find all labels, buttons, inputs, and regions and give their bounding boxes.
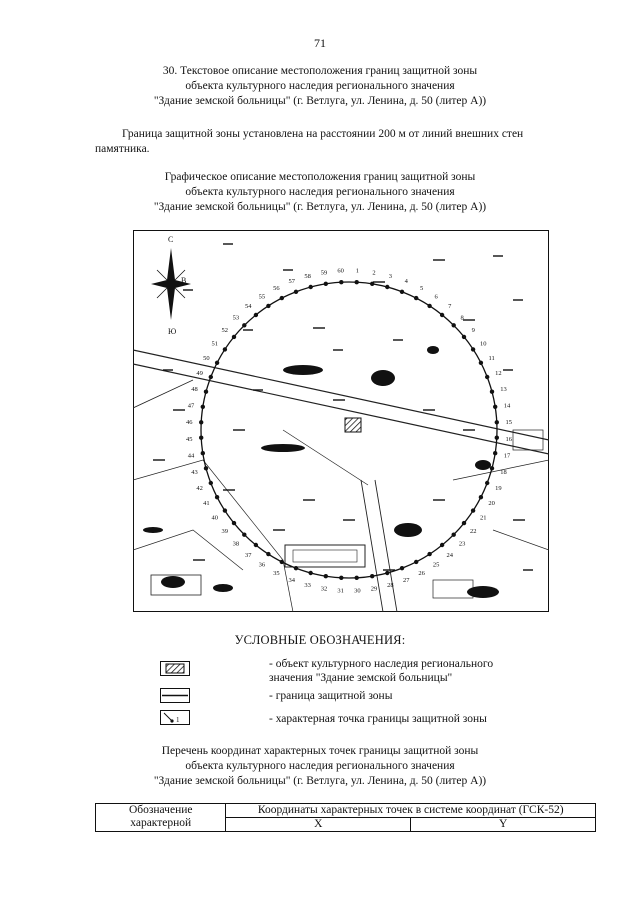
- boundary-point-label: 11: [488, 354, 495, 362]
- boundary-point-label: 26: [418, 570, 425, 578]
- boundary-point-label: 28: [387, 582, 394, 589]
- boundary-point-label: 51: [211, 340, 219, 348]
- boundary-point-label: 48: [191, 386, 198, 394]
- boundary-point: [232, 521, 236, 525]
- legend-symbol-monument: [160, 661, 190, 676]
- compass-north-label: С: [168, 235, 174, 244]
- boundary-point: [440, 543, 444, 547]
- boundary-point-label: 49: [196, 370, 203, 378]
- map-frame: [134, 231, 549, 612]
- boundary-point: [370, 282, 374, 286]
- boundary-point: [471, 347, 475, 351]
- boundary-point: [440, 313, 444, 317]
- boundary-point-label: 60: [337, 267, 344, 275]
- boundary-point: [400, 566, 404, 570]
- graphic-title-line3: "Здание земской больницы" (г. Ветлуга, ул. Ленина, д. 50 (литер А)): [153, 201, 487, 213]
- legend-item-monument-line2: значения "Здание земской больницы": [269, 672, 453, 684]
- header-coordinates: Координаты характерных точек в системе координат (ГСК-52): [226, 804, 596, 818]
- boundary-point: [490, 390, 494, 394]
- boundary-point-label: 13: [500, 386, 507, 394]
- boundary-point-label: 50: [203, 354, 210, 362]
- coords-title-line2: объекта культурного наследия регионального значения: [185, 760, 455, 772]
- boundary-point: [223, 347, 227, 351]
- boundary-point: [495, 420, 499, 424]
- page-number: 71: [314, 36, 326, 50]
- boundary-point-label: 27: [403, 576, 410, 584]
- boundary-point: [201, 451, 205, 455]
- boundary-point-label: 44: [187, 452, 195, 460]
- boundary-point-label: 12: [495, 370, 502, 378]
- boundary-point-label: 17: [503, 452, 511, 460]
- boundary-point: [414, 296, 418, 300]
- legend-symbol-boundary: [160, 688, 190, 703]
- legend-point-label: 1: [176, 716, 180, 724]
- boundary-point-label: 54: [245, 303, 252, 311]
- boundary-point: [400, 290, 404, 294]
- table-header-row: [96, 804, 596, 818]
- boundary-point: [242, 323, 246, 327]
- boundary-point-label: 40: [211, 514, 219, 522]
- boundary-point-label: 29: [370, 585, 378, 593]
- boundary-point-label: 43: [191, 468, 198, 476]
- boundary-point-label: 42: [196, 484, 203, 492]
- boundary-point-label: 22: [470, 528, 477, 536]
- boundary-point: [204, 466, 208, 470]
- legend-title: УСЛОВНЫЕ ОБОЗНАЧЕНИЯ:: [234, 633, 406, 647]
- boundary-point: [493, 405, 497, 409]
- boundary-point: [355, 576, 359, 580]
- boundary-point-label: 14: [503, 402, 511, 410]
- boundary-point: [479, 361, 483, 365]
- boundary-point-label: 5: [419, 284, 424, 292]
- header-x: X: [226, 818, 411, 832]
- boundary-point-label: 36: [258, 561, 266, 569]
- boundary-point: [495, 436, 499, 440]
- boundary-point: [223, 508, 227, 512]
- boundary-point-label: 9: [471, 326, 475, 334]
- boundary-point: [385, 285, 389, 289]
- boundary-point-label: 6: [434, 293, 438, 301]
- header-designation-line2: характерной: [130, 817, 192, 829]
- boundary-point: [280, 296, 284, 300]
- section-title-line3: "Здание земской больницы" (г. Ветлуга, ул. Ленина, д. 50 (литер А)): [153, 95, 487, 107]
- boundary-point: [485, 481, 489, 485]
- monument-building: [345, 418, 361, 432]
- boundary-point: [471, 508, 475, 512]
- boundary-point: [452, 533, 456, 537]
- compass-east-label: В: [181, 276, 187, 285]
- boundary-point-label: 1: [355, 267, 360, 275]
- boundary-point: [242, 533, 246, 537]
- boundary-point: [309, 571, 313, 575]
- boundary-point-label: 39: [221, 528, 228, 536]
- section-title-line1: 30. Текстовое описание местоположения границ защитной зоны: [162, 65, 478, 77]
- boundary-point-label: 18: [500, 468, 507, 476]
- boundary-point: [232, 335, 236, 339]
- boundary-point: [452, 323, 456, 327]
- boundary-point-label: 15: [505, 419, 513, 427]
- coords-title-line3: "Здание земской больницы" (г. Ветлуга, ул. Ленина, д. 50 (литер А)): [153, 775, 487, 787]
- boundary-point-label: 20: [488, 500, 495, 508]
- boundary-point-label: 58: [304, 273, 311, 280]
- header-designation: [96, 804, 226, 832]
- boundary-point: [199, 436, 203, 440]
- boundary-point: [266, 304, 270, 308]
- boundary-point-label: 56: [273, 284, 280, 292]
- boundary-point: [309, 285, 313, 289]
- legend-item-monument-line1: - объект культурного наследия регионального: [269, 658, 494, 670]
- boundary-point-label: 38: [232, 540, 240, 548]
- boundary-point: [339, 576, 343, 580]
- boundary-point-label: 25: [432, 561, 440, 569]
- boundary-point: [204, 390, 208, 394]
- header-y: Y: [411, 818, 596, 832]
- coords-title-line1: Перечень координат характерных точек границы защитной зоны: [161, 745, 479, 757]
- section-title-line2: объекта культурного наследия регионального значения: [185, 80, 455, 92]
- boundary-point-label: 41: [203, 500, 210, 508]
- text-description-line2: памятника.: [95, 143, 150, 155]
- boundary-point-label: 32: [320, 585, 328, 593]
- boundary-point-label: 52: [221, 326, 228, 334]
- boundary-point: [324, 282, 328, 286]
- boundary-point-label: 33: [304, 582, 311, 589]
- boundary-point-label: 59: [320, 269, 328, 277]
- boundary-point-label: 55: [258, 293, 266, 301]
- boundary-point-label: 10: [479, 340, 487, 348]
- boundary-point-label: 57: [288, 278, 295, 286]
- boundary-point-label: 31: [337, 587, 344, 595]
- boundary-point: [280, 560, 284, 564]
- boundary-point: [385, 571, 389, 575]
- legend-item-point: - характерная точка границы защитной зоны: [269, 713, 487, 725]
- compass-south-label: Ю: [168, 327, 177, 336]
- boundary-point: [462, 521, 466, 525]
- boundary-point: [355, 280, 359, 284]
- boundary-point-label: 21: [479, 514, 487, 522]
- boundary-point-label: 46: [185, 419, 193, 427]
- boundary-point: [479, 495, 483, 499]
- boundary-point: [427, 552, 431, 556]
- graphic-title-line1: Графическое описание местоположения границ защитной зоны: [164, 171, 476, 183]
- graphic-title-line2: объекта культурного наследия регионального значения: [185, 186, 455, 198]
- boundary-point-label: 34: [288, 576, 295, 584]
- boundary-point-label: 2: [372, 269, 376, 277]
- boundary-point-label: 7: [448, 303, 452, 311]
- legend-item-boundary: - граница защитной зоны: [269, 690, 393, 702]
- boundary-point: [254, 313, 258, 317]
- boundary-point: [493, 451, 497, 455]
- boundary-point: [294, 566, 298, 570]
- boundary-point-label: 23: [458, 540, 466, 548]
- legend-symbol-point: [160, 710, 190, 725]
- boundary-point-label: 19: [495, 484, 502, 492]
- boundary-point: [209, 375, 213, 379]
- boundary-point-label: 30: [354, 587, 361, 595]
- boundary-point: [215, 495, 219, 499]
- boundary-point-label: 8: [460, 314, 464, 322]
- boundary-point: [266, 552, 270, 556]
- boundary-point-label: 35: [273, 570, 280, 578]
- boundary-point: [414, 560, 418, 564]
- boundary-point-label: 24: [446, 551, 453, 559]
- coordinates-table: [95, 803, 596, 832]
- boundary-point: [209, 481, 213, 485]
- boundary-point-label: 37: [245, 551, 252, 559]
- boundary-point: [254, 543, 258, 547]
- boundary-point-label: 4: [404, 278, 408, 286]
- boundary-point: [294, 290, 298, 294]
- boundary-point: [201, 405, 205, 409]
- protection-zone-map: [133, 230, 549, 612]
- boundary-point: [427, 304, 431, 308]
- boundary-point: [485, 375, 489, 379]
- boundary-point: [490, 466, 494, 470]
- boundary-point: [199, 420, 203, 424]
- boundary-point: [215, 361, 219, 365]
- boundary-point-label: 47: [187, 402, 195, 410]
- header-designation-line1: Обозначение: [128, 804, 193, 816]
- boundary-point-label: 53: [232, 314, 240, 322]
- boundary-point-label: 45: [185, 435, 193, 443]
- boundary-point: [339, 280, 343, 284]
- text-description-line1: Граница защитной зоны установлена на расстоянии 200 м от линий внешних стен: [122, 128, 524, 140]
- boundary-point-label: 16: [505, 435, 513, 443]
- boundary-point-label: 3: [388, 273, 393, 280]
- boundary-point: [324, 574, 328, 578]
- boundary-point: [370, 574, 374, 578]
- boundary-point: [462, 335, 466, 339]
